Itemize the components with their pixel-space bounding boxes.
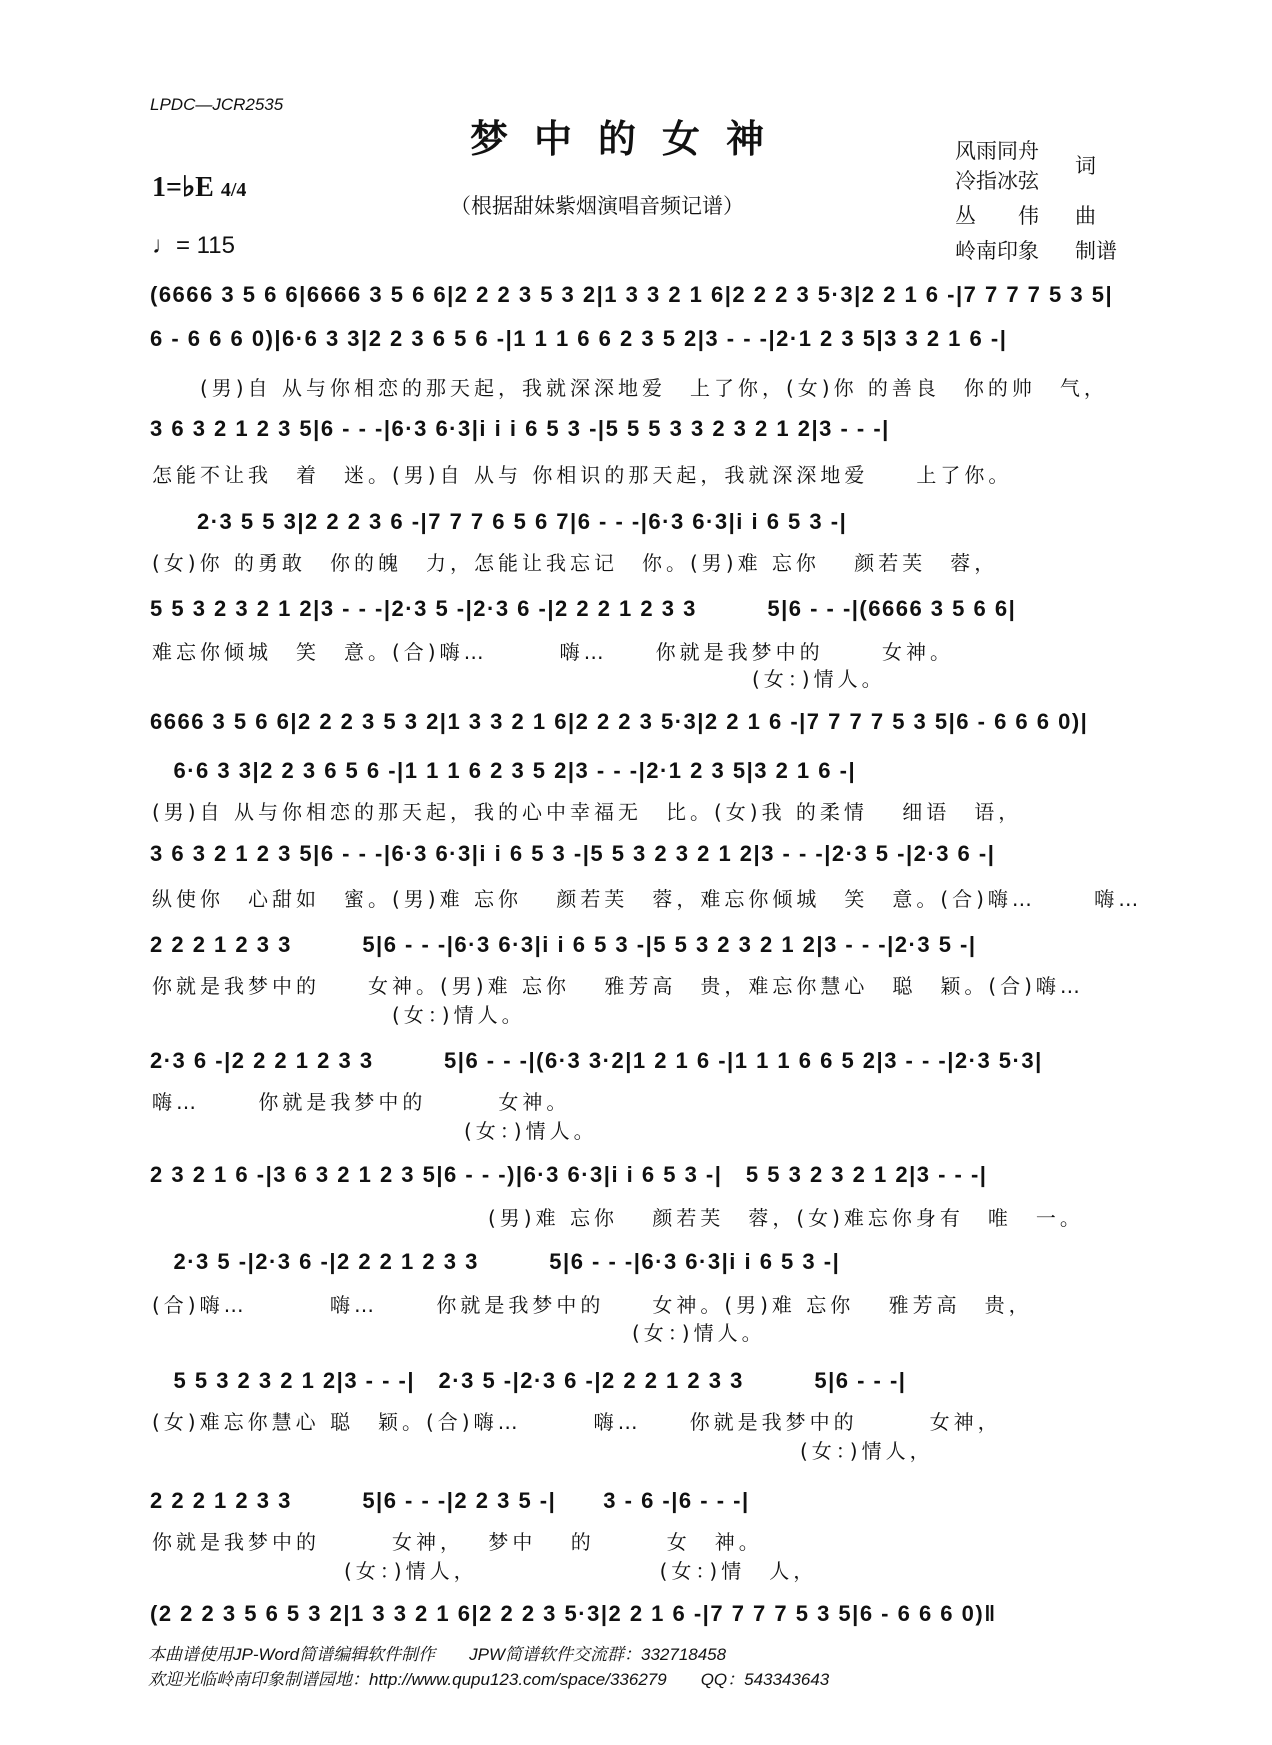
lyrics-row: (男)自 从与你相恋的那天起，我就深深地爱 上了你，(女)你 的善良 你的帅 气， [152,376,1108,401]
score-code: LPDC—JCR2535 [150,95,284,114]
notation-row: 2·3 6 -|2 2 2 1 2 3 3 5|6 - - -|(6·3 3·2|1 2 1 6 -|1 1 1 6 6 5 2|3 - - -|2·3 5·3| [150,1047,1043,1073]
notation-row: 2 2 2 1 2 3 3 5|6 - - -|2 2 3 5 -| 3 - 6 -|6 - - -| [150,1487,750,1513]
composer-label: 曲 [1075,204,1096,228]
lyrics-row: (女：)情人。 [152,1003,526,1028]
footer-line-1: 本曲谱使用JP-Word简谱编辑软件制作 JPW简谱软件交流群：332718458 [148,1645,727,1664]
tempo: ♩= 115 [152,232,235,259]
transcriber: 岭南印象 [955,239,1039,263]
footer-line-2: 欢迎光临岭南印象制谱园地：http://www.qupu123.com/space/336279 QQ：543343643 [148,1670,830,1689]
notation-row: (6666 3 5 6 6|6666 3 5 6 6|2 2 2 3 5 3 2|1 3 3 2 1 6|2 2 2 3 5·3|2 2 1 6 -|7 7 7 7 5 3 5| [150,281,1114,307]
lyrics-row: 纵使你 心甜如 蜜。(男)难 忘你 颜若芙 蓉，难忘你倾城 笑 意。(合)嗨… 嗨… [152,887,1143,912]
lyrics-row: (女：)情人。 [152,1321,766,1346]
lyrics-row: 嗨… 你就是我梦中的 女神。 [152,1090,571,1115]
lyrics-row: (男)难 忘你 颜若芙 蓉，(女)难忘你身有 唯 一。 [152,1206,1084,1231]
lyrics-row: (女：)情人。 [152,667,886,692]
lyricist-2: 冷指冰弦 [955,169,1039,193]
notation-row: 2·3 5 -|2·3 6 -|2 2 2 1 2 3 3 5|6 - - -|6·3 6·3|i i 6 5 3 -| [150,1248,841,1274]
notation-row: 6 - 6 6 6 0)|6·6 3 3|2 2 3 6 5 6 -|1 1 1 6 6 2 3 5 2|3 - - -|2·1 2 3 5|3 3 2 1 6 -| [150,326,1008,352]
key-signature [152,170,246,204]
transcriber-label: 制谱 [1075,239,1117,263]
time-signature: 4/4 [220,179,247,201]
notation-row: 5 5 3 2 3 2 1 2|3 - - -|2·3 5 -|2·3 6 -|2 2 2 1 2 3 3 5|6 - - -|(6666 3 5 6 6| [150,595,1017,621]
song-title: 梦中的女神 [470,116,791,161]
lyrics-row: (女：)情人。 [152,1119,598,1144]
lyrics-row: (女)难忘你慧心 聪 颖。(合)嗨… 嗨… 你就是我梦中的 女神， [152,1409,1002,1434]
lyrics-row: (男)自 从与你相恋的那天起，我的心中幸福无 比。(女)我 的柔情 细语 语， [152,800,1023,825]
key: 1=♭E [152,172,214,203]
lyrics-row: (女：)情人， (女：)情 人， [152,1559,818,1584]
notation-row: 5 5 3 2 3 2 1 2|3 - - -| 2·3 5 -|2·3 6 -|2 2 2 1 2 3 3 5|6 - - -| [150,1368,907,1394]
lyricist-label: 词 [1075,154,1096,178]
lyrics-row: 怎能不让我 着 迷。(男)自 从与 你相识的那天起，我就深深地爱 上了你。 [152,463,1013,488]
lyrics-row: 你就是我梦中的 女神， 梦中 的 女 神。 [152,1530,763,1555]
lyrics-row: (女：)情人， [152,1438,934,1463]
lyrics-row: (合)嗨… 嗨… 你就是我梦中的 女神。(男)难 忘你 雅芳高 贵， [152,1293,1033,1318]
notation-row: 6666 3 5 6 6|2 2 2 3 5 3 2|1 3 3 2 1 6|2 2 2 3 5·3|2 2 1 6 -|7 7 7 7 5 3 5|6 - 6 6 6 0)| [150,709,1089,735]
lyrics-row: 你就是我梦中的 女神。(男)难 忘你 雅芳高 贵，难忘你慧心 聪 颖。(合)嗨… [152,974,1084,999]
lyrics-row: (女)你 的勇敢 你的魄 力，怎能让我忘记 你。(男)难 忘你 颜若芙 蓉， [152,551,999,576]
composer: 丛 伟 [955,204,1039,228]
notation-row: (2 2 2 3 5 6 5 3 2|1 3 3 2 1 6|2 2 2 3 5·3|2 2 1 6 -|7 7 7 7 5 3 5|6 - 6 6 6 0)‖ [150,1600,997,1626]
notation-row: 3 6 3 2 1 2 3 5|6 - - -|6·3 6·3|i i 6 5 3 -|5 5 3 2 3 2 1 2|3 - - -|2·3 5 -|2·3 6 -| [150,840,996,866]
notation-row: 2 2 2 1 2 3 3 5|6 - - -|6·3 6·3|i i 6 5 3 -|5 5 3 2 3 2 1 2|3 - - -|2·3 5 -| [150,931,977,957]
notation-row: 2 3 2 1 6 -|3 6 3 2 1 2 3 5|6 - - -)|6·3 6·3|i i 6 5 3 -| 5 5 3 2 3 2 1 2|3 - - -| [150,1161,988,1187]
lyricist-1: 风雨同舟 [955,139,1039,163]
notation-row: 2·3 5 5 3|2 2 2 3 6 -|7 7 7 6 5 6 7|6 - - -|6·3 6·3|i i 6 5 3 -| [150,508,848,534]
notation-row: 6·6 3 3|2 2 3 6 5 6 -|1 1 1 6 2 3 5 2|3 - - -|2·1 2 3 5|3 2 1 6 -| [150,757,857,783]
notation-row: 3 6 3 2 1 2 3 5|6 - - -|6·3 6·3|i i i 6 5 3 -|5 5 5 3 3 2 3 2 1 2|3 - - -| [150,415,890,441]
subtitle: （根据甜妹紫烟演唱音频记谱） [450,194,744,218]
lyrics-row: 难忘你倾城 笑 意。(合)嗨… 嗨… 你就是我梦中的 女神。 [152,639,954,664]
